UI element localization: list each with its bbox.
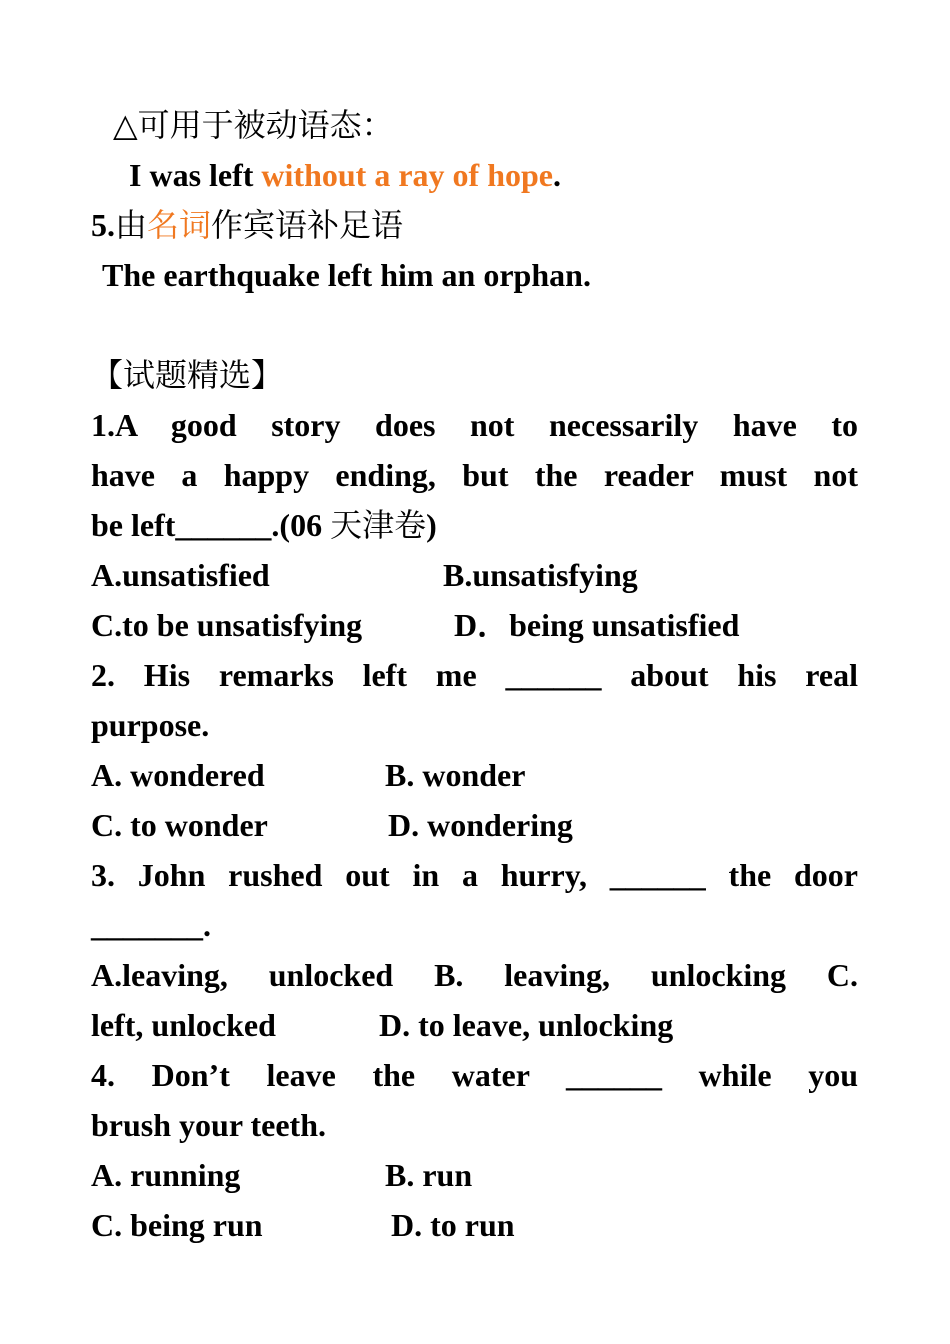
point5-example: [102, 250, 869, 300]
question-2-option-c: C. to wonder: [91, 807, 268, 843]
question-4-option-d: D. to run: [391, 1207, 515, 1243]
question-1-options-ab: [91, 550, 858, 600]
passive-example-suffix: .: [552, 157, 561, 193]
point5-number: 5.: [91, 207, 115, 243]
question-2-line-1: 2. His remarks left me ______ about his real: [91, 657, 858, 693]
passive-example-highlight: without a ray of hope: [261, 157, 553, 193]
question-1-option-b: B.unsatisfying: [443, 557, 638, 593]
question-3-option-d: D. to leave, unlocking: [379, 1007, 674, 1043]
question-3-line-2: _______.: [91, 907, 211, 943]
point5-text-highlight: 名词: [147, 207, 212, 243]
question-2-line-2: purpose.: [91, 707, 210, 743]
section-title-text: 【试题精选】: [91, 357, 284, 393]
question-2-options-cd: [91, 800, 858, 850]
question-1-line-1: 1.A good story does not necessarily have to: [91, 407, 858, 443]
question-2-option-a: A. wondered: [91, 757, 265, 793]
question-4-line-1: 4. Don’t leave the water ______ while you: [91, 1057, 858, 1093]
question-1-line-3-b: ): [426, 507, 437, 543]
question-1-line-2: have a happy ending, but the reader must not: [91, 457, 858, 493]
question-4-option-a: A. running: [91, 1157, 241, 1193]
point5-text-a: 由: [115, 207, 148, 243]
passive-note-heading: [113, 100, 880, 150]
question-4-options-ab: [91, 1150, 858, 1200]
point5-heading: [91, 200, 858, 250]
point5-text-b: 作宾语补足语: [211, 207, 404, 243]
question-2-option-b: B. wonder: [385, 757, 526, 793]
question-4-option-b: B. run: [385, 1157, 473, 1193]
passive-example: [129, 150, 896, 200]
question-4-line-2: brush your teeth.: [91, 1107, 326, 1143]
point5-example-text: The earthquake left him an orphan.: [102, 257, 591, 293]
section-title: [91, 350, 858, 400]
question-1-options-cd: [91, 600, 858, 650]
passive-example-prefix: I was left: [129, 157, 262, 193]
question-3-options-line-2: [91, 1000, 858, 1050]
question-1-source: 天津卷: [330, 507, 427, 543]
question-4-option-c: C. being run: [91, 1207, 263, 1243]
question-3-option-c: left, unlocked: [91, 1007, 276, 1043]
question-3-line-1: 3. John rushed out in a hurry, ______ the door: [91, 857, 858, 893]
question-2-options-ab: [91, 750, 858, 800]
question-1-line-3: [91, 500, 858, 550]
question-1-option-a: A.unsatisfied: [91, 557, 270, 593]
question-1-option-c: C.to be unsatisfying: [91, 607, 363, 643]
question-1-line-3-a: be left______.(06: [91, 507, 331, 543]
question-2-option-d: D. wondering: [388, 807, 573, 843]
passive-heading-text: △可用于被动语态：: [113, 107, 394, 143]
question-4-options-cd: [91, 1200, 858, 1250]
question-1-option-d: D．being unsatisfied: [454, 607, 740, 643]
question-3-options-line-1: A.leaving, unlocked B. leaving, unlocking C.: [91, 957, 858, 993]
